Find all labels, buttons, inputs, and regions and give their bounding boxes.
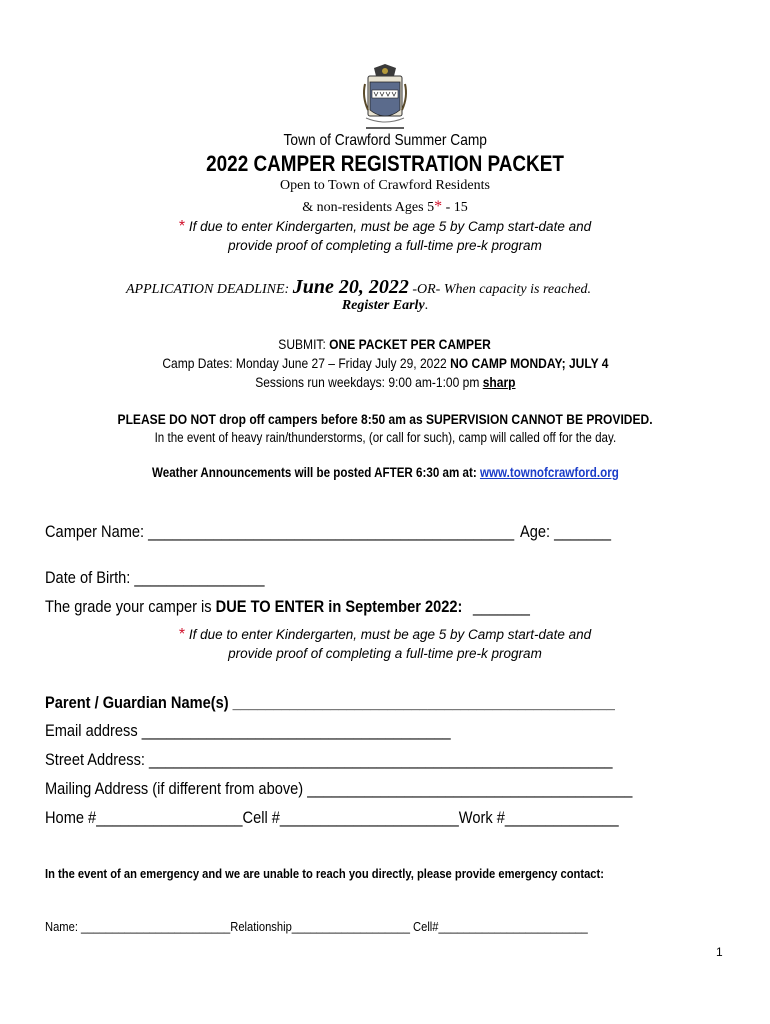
camp-dates: Camp Dates: Monday June 27 – Friday July 29, 2022 NO CAMP MONDAY; JULY 4 [161,355,609,371]
camper-name-field[interactable]: Camper Name: _____________________________________________ [45,522,515,541]
submit-line: SUBMIT: ONE PACKET PER CAMPER [278,336,492,352]
date-of-birth-field[interactable]: Date of Birth: ________________ [45,568,265,587]
ages-line: & non-residents Ages 5* - 15 [302,198,468,215]
email-field[interactable]: Email address ______________________________________ [45,721,451,740]
register-early: Register Early. [341,298,429,313]
residents-line: Open to Town of Crawford Residents [280,178,490,193]
page-number: 1 [716,945,723,959]
grade-kindergarten-note-1: * If due to enter Kindergarten, must be age 5 by Camp start-date and [178,626,592,643]
dropoff-warning: PLEASE DO NOT drop off campers before 8:50 am as SUPERVISION CANNOT BE PROVIDED. [117,411,653,427]
parent-guardian-field[interactable]: Parent / Guardian Name(s) _______________________________________________ [45,693,615,712]
page-title: 2022 CAMPER REGISTRATION PACKET [206,151,564,176]
town-seal-logo [360,62,410,130]
weather-cancel-note: In the event of heavy rain/thunderstorms, (or call for such), camp will called off for the day. [154,430,616,445]
emergency-contact-heading: In the event of an emergency and we are unable to reach you directly, please provide emergency contact: [45,866,604,881]
weather-announcements: Weather Announcements will be posted AFTER 6:30 am at: www.townofcrawford.org [151,465,619,480]
website-link[interactable]: www.townofcrawford.org [479,465,619,480]
age-field[interactable]: Age: _______ [520,522,612,541]
kindergarten-note-2: provide proof of completing a full-time pre-k program [228,238,542,253]
kindergarten-note-1: * If due to enter Kindergarten, must be age 5 by Camp start-date and [178,218,592,235]
sessions-line: Sessions run weekdays: 9:00 am-1:00 pm sharp [254,374,516,390]
grade-kindergarten-note-2: provide proof of completing a full-time pre-k program [228,646,542,661]
mailing-address-field[interactable]: Mailing Address (if different from above) ________________________________________ [45,779,633,798]
application-deadline: APPLICATION DEADLINE: June 20, 2022 -OR- When capacity is reached. [126,276,592,298]
phone-fields[interactable]: Home #__________________Cell #______________________Work #______________ [45,808,619,827]
street-address-field[interactable]: Street Address: _________________________________________________________ [45,750,613,769]
grade-field[interactable]: The grade your camper is DUE TO ENTER in September 2022: [45,597,463,616]
org-name: Town of Crawford Summer Camp [283,132,487,149]
emergency-contact-fields[interactable]: Name: ________________________Relationship___________________ Cell#________________________ [45,919,588,934]
grade-blank[interactable]: _______ [473,597,530,616]
